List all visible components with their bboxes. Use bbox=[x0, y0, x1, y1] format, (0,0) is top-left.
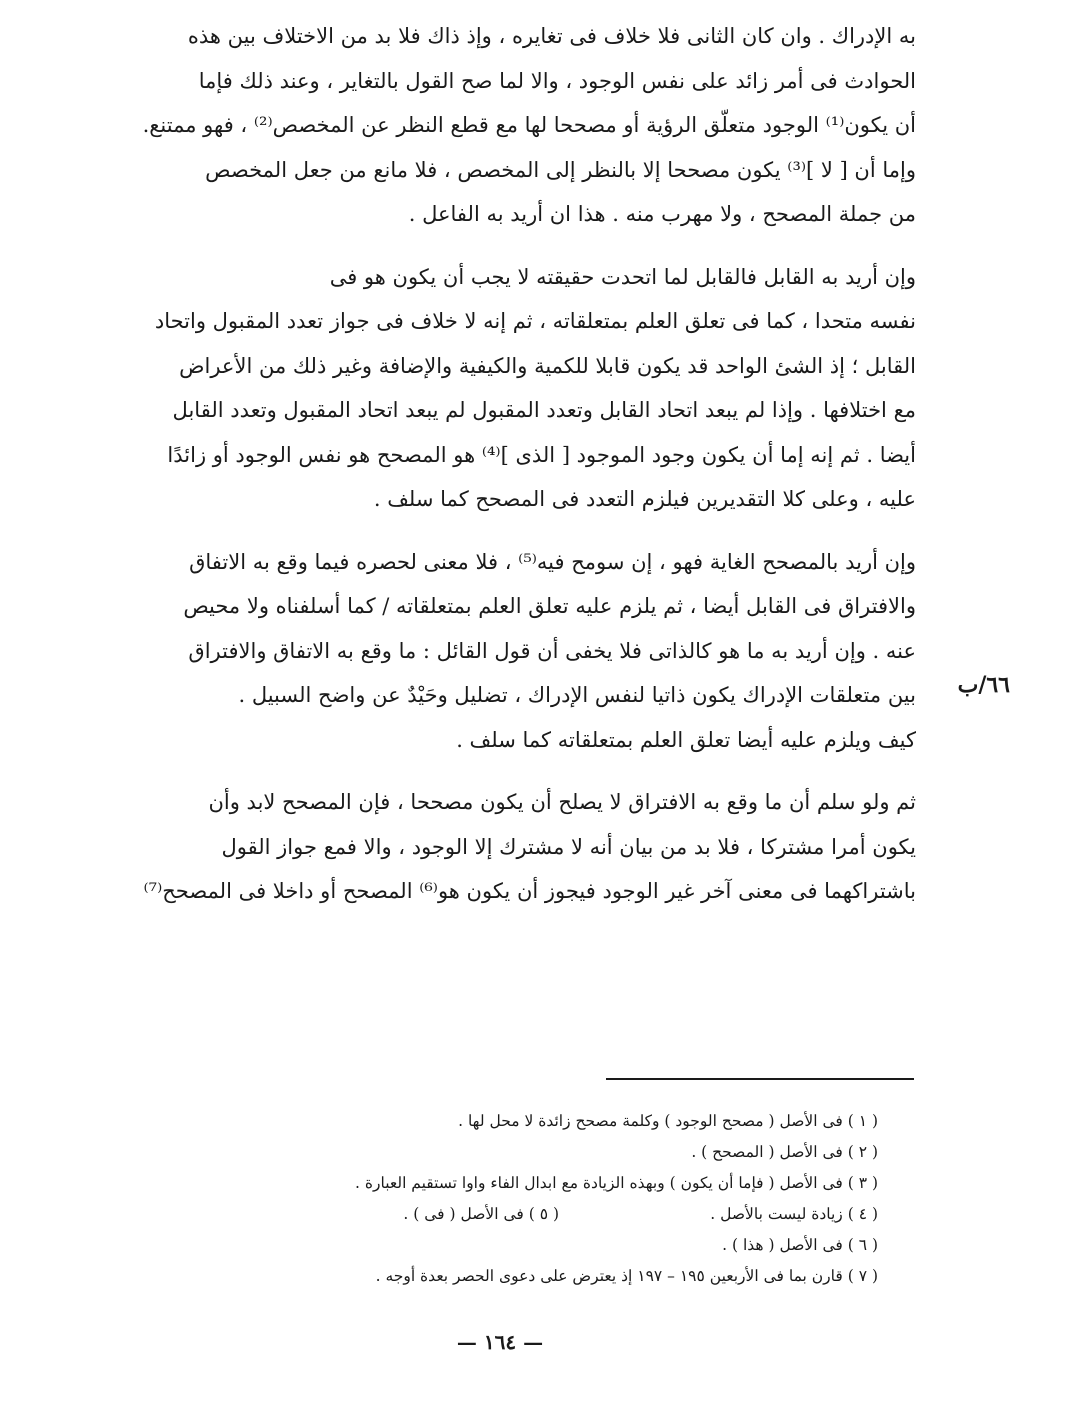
paragraph-2 bbox=[84, 255, 916, 522]
text-line: الحوادث فى أمر زائد على نفس الوجود ، والا لما صح القول بالتغاير ، وعند ذلك فإما bbox=[198, 68, 916, 93]
paragraph-4 bbox=[84, 780, 916, 914]
text-line: وإن أريد به القابل فالقابل لما اتحدت حقيقته لا يجب أن يكون هو فى bbox=[329, 264, 916, 289]
paragraph-3 bbox=[84, 540, 916, 763]
footnote-2: ( ٢ ) فى الأصل ( المصحح ) . bbox=[691, 1143, 878, 1161]
text-line: والافتراق فى القابل أيضا ، ثم يلزم عليه تعلق العلم بمتعلقاته / كما أسلفناه ولا محيص bbox=[183, 594, 916, 618]
footnote-1: ( ١ ) فى الأصل ( مصحح الوجود ) وكلمة مصحح زائدة لا محل لها . bbox=[458, 1112, 878, 1130]
text-line: من جملة المصحح ، ولا مهرب منه . هذا ان أريد به الفاعل . bbox=[408, 202, 916, 226]
text-line: ثم ولو سلم أن ما وقع به الافتراق لا يصلح أن يكون مصححا ، فإن المصحح لابد وأن bbox=[208, 790, 916, 814]
text-line: أيضا . ثم إنه إما أن يكون وجود الموجود [ الذى ]⁽⁴⁾ هو المصحح هو نفس الوجود أو زائدًا bbox=[167, 442, 916, 467]
text-line: به الإدراك . وان كان الثانى فلا خلاف فى تغايره ، وإذ ذاك فلا بد من الاختلاف بين هذه bbox=[187, 24, 916, 48]
text-line: القابل ؛ إذ الشئ الواحد قد يكون قابلا للكمية والكيفية والإضافة وغير ذلك من الأعراض bbox=[179, 353, 916, 378]
footnotes bbox=[240, 1106, 878, 1292]
text-line: يكون أمرا مشتركا ، فلا بد من بيان أنه لا مشترك إلا الوجود ، والا فمع جواز القول bbox=[221, 834, 916, 859]
footnote-4: ( ٤ ) زيادة ليست بالأصل . bbox=[710, 1205, 878, 1223]
body-text bbox=[84, 14, 916, 914]
text-line: نفسه متحدا ، كما فى تعلق العلم بمتعلقاته ، ثم إنه لا خلاف فى جواز تعدد المقبول واتحاد bbox=[154, 309, 916, 333]
text-line: باشتراكهما فى معنى آخر غير الوجود فيجوز أن يكون هو⁽⁶⁾ المصحح أو داخلا فى المصحح⁽⁷⁾ bbox=[143, 879, 916, 903]
text-line: وإن أريد بالمصحح الغاية فهو ، إن سومح فيه⁽⁵⁾ ، فلا معنى لحصره فيما وقع به الاتفاق bbox=[189, 549, 916, 574]
text-line: أن يكون⁽¹⁾ الوجود متعلّق الرؤية أو مصححا لها مع قطع النظر عن المخصص⁽²⁾ ، فهو ممتنع. bbox=[142, 113, 916, 137]
text-line: بين متعلقات الإدراك يكون ذاتيا لنفس الإدراك ، تضليل وحَيْدٌ عن واضح السبيل . bbox=[238, 683, 916, 707]
folio-margin-note: ٦٦/ب bbox=[957, 672, 1010, 698]
text-line: وإما أن [ لا ]⁽³⁾ يكون مصححا إلا بالنظر إلى المخصص ، فلا مانع من جعل المخصص bbox=[205, 157, 916, 182]
paragraph-1 bbox=[84, 14, 916, 237]
page-number: — ١٦٤ — bbox=[456, 1330, 544, 1354]
footnote-row-4-5 bbox=[240, 1199, 878, 1230]
footnote-3: ( ٣ ) فى الأصل ( فإما أن يكون ) وبهذه الزيادة مع ابدال الفاء واوا تستقيم العبارة . bbox=[355, 1174, 878, 1192]
text-line: مع اختلافها . وإذا لم يبعد اتحاد القابل وتعدد المقبول لم يبعد اتحاد المقبول وتعدد القابل bbox=[172, 398, 916, 422]
footnote-5: ( ٥ ) فى الأصل ( فى ) . bbox=[403, 1205, 559, 1223]
footnote-6: ( ٦ ) فى الأصل ( هذا ) . bbox=[722, 1236, 878, 1254]
footnote-7: ( ٧ ) قارن بما فى الأربعين ١٩٥ – ١٩٧ إذ يعترض على دعوى الحصر بعدة أوجه . bbox=[375, 1267, 878, 1285]
text-line: كيف ويلزم عليه أيضا تعلق العلم بمتعلقاته كما سلف . bbox=[456, 727, 916, 752]
text-line: عنه . وإن أريد به ما هو كالذاتى فلا يخفى أن قول القائل : ما وقع به الاتفاق والافتراق bbox=[188, 638, 916, 663]
text-line: عليه ، وعلى كلا التقديرين فيلزم التعدد فى المصحح كما سلف . bbox=[373, 487, 916, 511]
footnote-divider bbox=[606, 1078, 914, 1080]
